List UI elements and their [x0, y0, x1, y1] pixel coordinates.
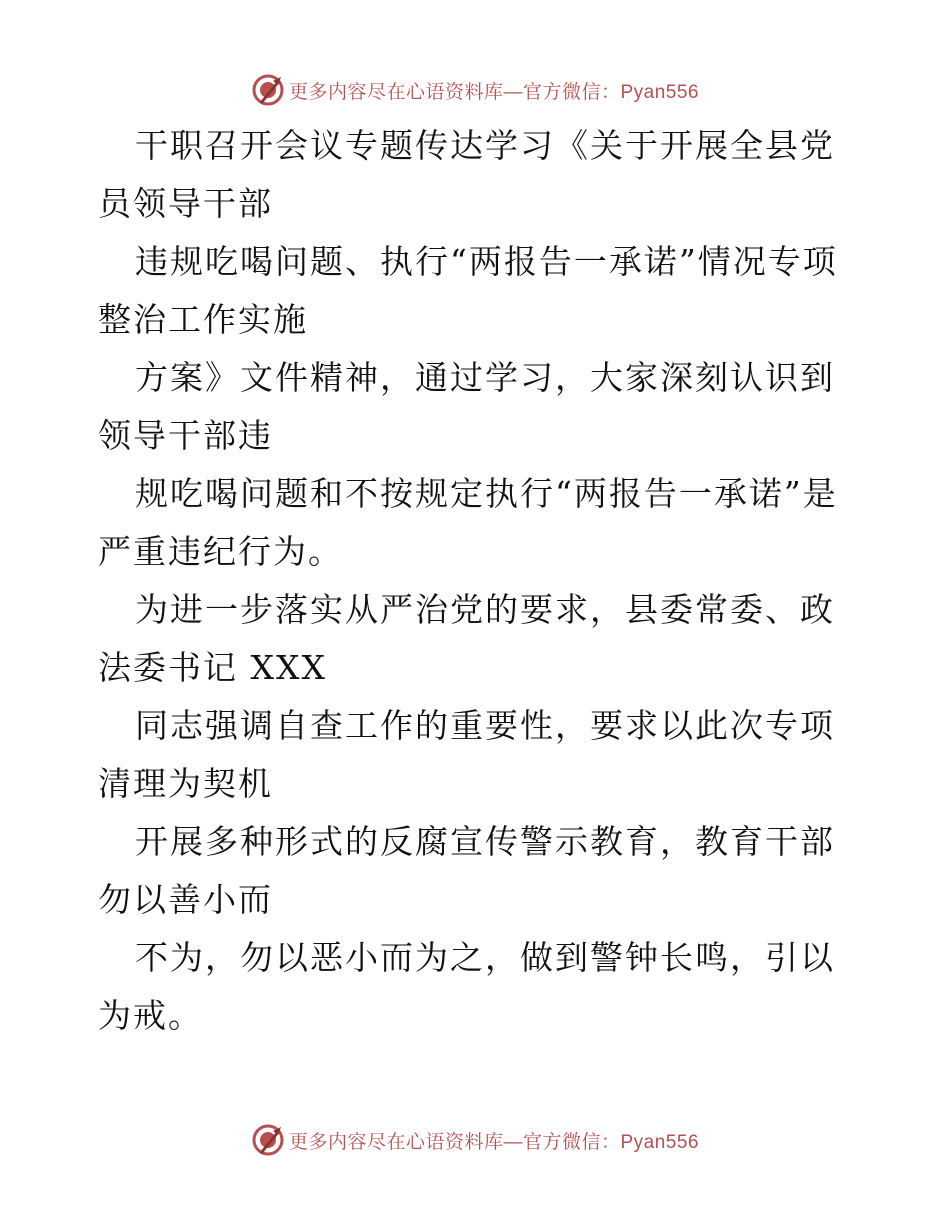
paragraph-4: 规吃喝问题和不按规定执行“两报告一承诺”是严重违纪行为。	[98, 474, 838, 571]
footer-banner-inner	[251, 1120, 699, 1160]
paragraph-5: 为进一步落实从严治党的要求，县委常委、政法委书记 XXX	[98, 590, 835, 687]
header-banner-text: 更多内容尽在心语资料库—官方微信：Pyan556	[288, 81, 699, 103]
footer-banner	[0, 1120, 950, 1160]
header-banner-inner	[251, 70, 699, 110]
quill-pen-logo-icon	[251, 1123, 285, 1157]
paragraph-3: 方案》文件精神，通过学习，大家深刻认识到领导干部违	[98, 358, 835, 455]
paragraph-2: 违规吃喝问题、执行“两报告一承诺”情况专项整治工作实施	[98, 242, 838, 339]
header-banner	[0, 70, 950, 110]
footer-banner-text: 更多内容尽在心语资料库—官方微信：Pyan556	[288, 1131, 699, 1153]
paragraph-6: 同志强调自查工作的重要性，要求以此次专项清理为契机	[98, 706, 835, 803]
document-body	[98, 117, 858, 1045]
quill-pen-logo-icon	[251, 73, 285, 107]
paragraph-8: 不为，勿以恶小而为之，做到警钟长鸣，引以为戒。	[98, 938, 835, 1035]
paragraph-7: 开展多种形式的反腐宣传警示教育，教育干部勿以善小而	[98, 822, 835, 919]
paragraph-1: 干职召开会议专题传达学习《关于开展全县党员领导干部	[98, 126, 835, 223]
